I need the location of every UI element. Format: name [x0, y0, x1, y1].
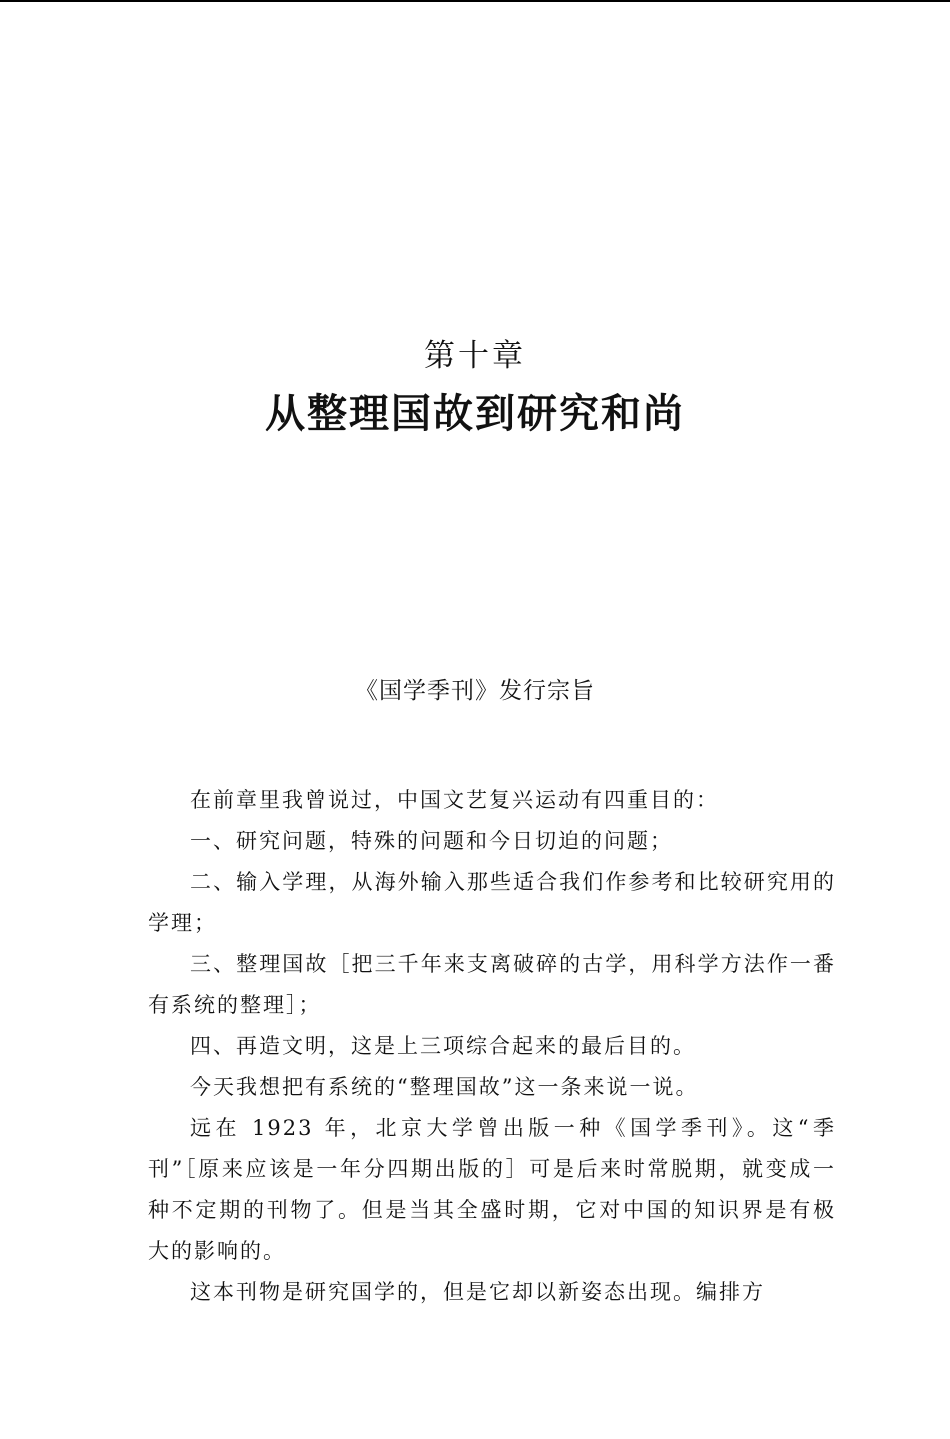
chapter-title: 从整理国故到研究和尚 — [265, 390, 685, 437]
body-text — [148, 780, 836, 1313]
paragraph: 今天我想把有系统的“整理国故”这一条来说一说。 — [190, 1075, 699, 1099]
chapter-number: 第十章 — [424, 338, 526, 374]
page-top-rule — [0, 0, 950, 2]
paragraph: 这本刊物是研究国学的，但是它却以新姿态出现。编排方 — [190, 1280, 765, 1304]
paragraph: 四、再造文明，这是上三项综合起来的最后目的。 — [190, 1034, 696, 1058]
section-heading: 《国学季刊》发行宗旨 — [355, 678, 595, 704]
paragraph: 一、研究问题，特殊的问题和今日切迫的问题； — [190, 829, 673, 853]
paragraph: 远在 1923 年，北京大学曾出版一种《国学季刊》。这“季刊”［原来应该是一年分四期出版的］可是后来时常脱期，就变成一种不定期的刊物了。但是当其全盛时期，它对中国的知识界是有极大的影响的。 — [148, 1116, 836, 1263]
paragraph: 二、输入学理，从海外输入那些适合我们作参考和比较研究用的学理； — [148, 870, 836, 935]
paragraph: 三、整理国故［把三千年来支离破碎的古学，用科学方法作一番有系统的整理］； — [148, 952, 836, 1017]
paragraph: 在前章里我曾说过，中国文艺复兴运动有四重目的： — [190, 788, 719, 812]
